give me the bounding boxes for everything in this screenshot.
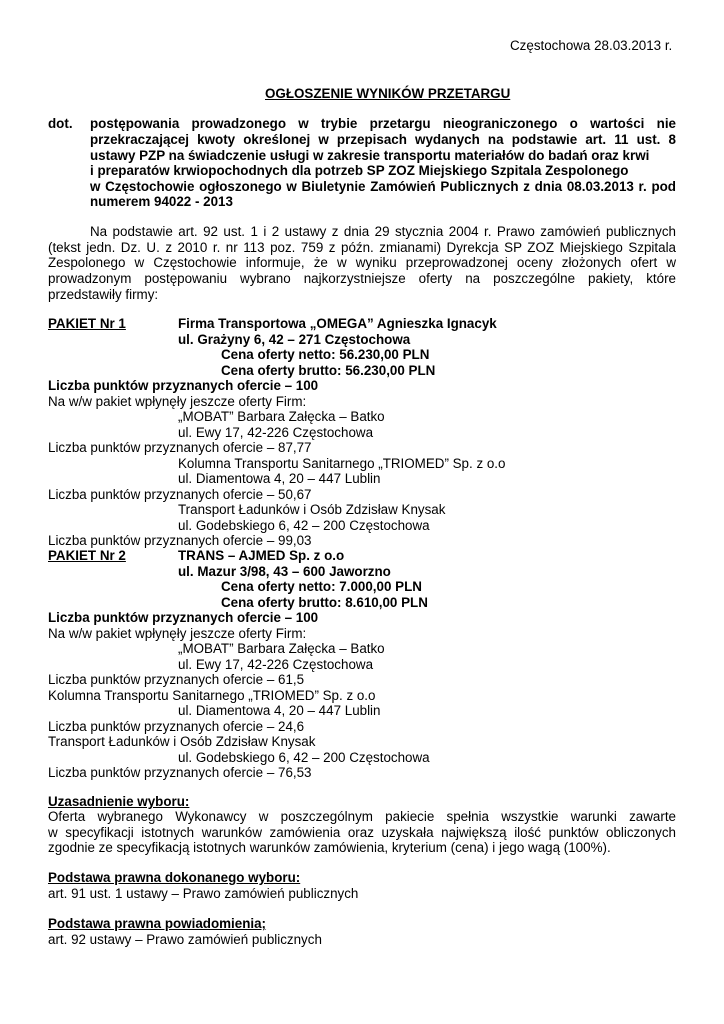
other-offer-name: „MOBAT” Barbara Załęcka – Batko [178, 641, 385, 656]
dot-line: przekraczającej kwoty określonej w przepisach wydanych na podstawie art. 11 ust. 8 [90, 132, 676, 147]
other-offer-address: ul. Ewy 17, 42-226 Częstochowa [178, 425, 374, 440]
other-offer-points: Liczba punktów przyznanych ofercie – 61,5 [48, 672, 305, 687]
other-offer-points: Liczba punktów przyznanych ofercie – 99,03 [48, 533, 312, 548]
intro-line: Na podstawie art. 92 ust. 1 i 2 ustawy z dnia 29 stycznia 2004 r. Prawo zamówień publicznych [90, 224, 676, 239]
other-offer-name: Transport Ładunków i Osób Zdzisław Knysak [48, 734, 316, 749]
dot-line: ustawy PZP na świadczenie usługi w zakresie transportu materiałów do badań oraz krwi [90, 148, 650, 163]
uzasadnienie-heading: Uzasadnienie wyboru: [48, 794, 190, 809]
other-offer-address: ul. Diamentowa 4, 20 – 447 Lublin [178, 471, 381, 486]
other-offer-points: Liczba punktów przyznanych ofercie – 76,53 [48, 765, 312, 780]
podstawa-powiadomienia-heading: Podstawa prawna powiadomienia; [48, 916, 267, 931]
uzasadnienie-line: zgodnie ze specyfikacją istotnych warunków zamówienia, kryterium (cena) i jego wagą (100%). [48, 840, 611, 855]
pakiet-2-firm: TRANS – AJMED Sp. z o.o [178, 548, 345, 563]
other-offer-name: Transport Ładunków i Osób Zdzisław Knysak [178, 502, 446, 517]
pakiet-2-other-intro: Na w/w pakiet wpłynęły jeszcze oferty Firm: [48, 626, 307, 641]
pakiet-1-brutto: Cena oferty brutto: 56.230,00 PLN [221, 363, 436, 378]
pakiet-1-other-intro: Na w/w pakiet wpłynęły jeszcze oferty Firm: [48, 394, 307, 409]
pakiet-1-points: Liczba punktów przyznanych ofercie – 100 [48, 378, 319, 393]
uzasadnienie-line: Oferta wybranego Wykonawcy w poszczególnym pakiecie spełnia wszystkie warunki zawarte [48, 809, 676, 824]
page-title: OGŁOSZENIE WYNIKÓW PRZETARGU [265, 86, 511, 101]
pakiet-2-address: ul. Mazur 3/98, 43 – 600 Jaworzno [178, 564, 391, 579]
other-offer-address: ul. Diamentowa 4, 20 – 447 Lublin [178, 703, 381, 718]
other-offer-address: ul. Godebskiego 6, 42 – 200 Częstochowa [178, 518, 430, 533]
dot-line: i preparatów krwiopochodnych dla potrzeb SP ZOZ Miejskiego Szpitala Zespolonego [90, 163, 629, 178]
dot-label: dot. [48, 116, 73, 131]
podstawa-powiadomienia-text: art. 92 ustawy – Prawo zamówień publicznych [48, 932, 322, 947]
podstawa-wyboru-heading: Podstawa prawna dokonanego wyboru: [48, 870, 301, 885]
pakiet-1-netto: Cena oferty netto: 56.230,00 PLN [221, 347, 430, 362]
pakiet-2-netto: Cena oferty netto: 7.000,00 PLN [221, 579, 422, 594]
place-date: Częstochowa 28.03.2013 r. [510, 38, 673, 53]
pakiet-1-label: PAKIET Nr 1 [48, 316, 126, 331]
other-offer-name: Kolumna Transportu Sanitarnego „TRIOMED” Sp. z o.o [178, 456, 506, 471]
other-offer-points: Liczba punktów przyznanych ofercie – 50,67 [48, 487, 312, 502]
other-offer-points: Liczba punktów przyznanych ofercie – 24,6 [48, 719, 305, 734]
other-offer-address: ul. Ewy 17, 42-226 Częstochowa [178, 657, 374, 672]
intro-line: przedstawiły firmy: [48, 287, 159, 302]
intro-line: Zespolonego w Częstochowie informuje, że w wyniku przeprowadzonej oceny złożonych ofert w [48, 255, 676, 270]
dot-line: numerem 94022 - 2013 [90, 194, 233, 209]
pakiet-1-firm: Firma Transportowa „OMEGA” Agnieszka Ignacyk [178, 316, 497, 331]
pakiet-2-brutto: Cena oferty brutto: 8.610,00 PLN [221, 595, 428, 610]
intro-line: (tekst jedn. Dz. U. z 2010 r. nr 113 poz. 759 z późn. zmianami) Dyrekcja SP ZOZ Miejskiego Szpitala [48, 240, 676, 255]
other-offer-address: ul. Godebskiego 6, 42 – 200 Częstochowa [178, 750, 430, 765]
other-offer-name: Kolumna Transportu Sanitarnego „TRIOMED” Sp. z o.o [48, 688, 376, 703]
other-offer-name: „MOBAT” Barbara Załęcka – Batko [178, 409, 385, 424]
pakiet-1-address: ul. Grażyny 6, 42 – 271 Częstochowa [178, 332, 411, 347]
dot-line: w Częstochowie ogłoszonego w Biuletynie Zamówień Publicznych z dnia 08.03.2013 r. pod [90, 179, 676, 194]
uzasadnienie-line: w specyfikacji istotnych warunków zamówienia oraz uzyskała największą ilość punktów obliczonych [48, 825, 676, 840]
other-offer-points: Liczba punktów przyznanych ofercie – 87,77 [48, 440, 312, 455]
pakiet-2-label: PAKIET Nr 2 [48, 548, 126, 563]
dot-line: postępowania prowadzonego w trybie przetargu nieograniczonego o wartości nie [90, 116, 676, 131]
intro-line: prowadzonym postępowaniu wybrano najkorzystniejsze oferty na poszczególne pakiety, które [48, 271, 676, 286]
pakiet-2-points: Liczba punktów przyznanych ofercie – 100 [48, 610, 319, 625]
podstawa-wyboru-text: art. 91 ust. 1 ustawy – Prawo zamówień publicznych [48, 886, 359, 901]
